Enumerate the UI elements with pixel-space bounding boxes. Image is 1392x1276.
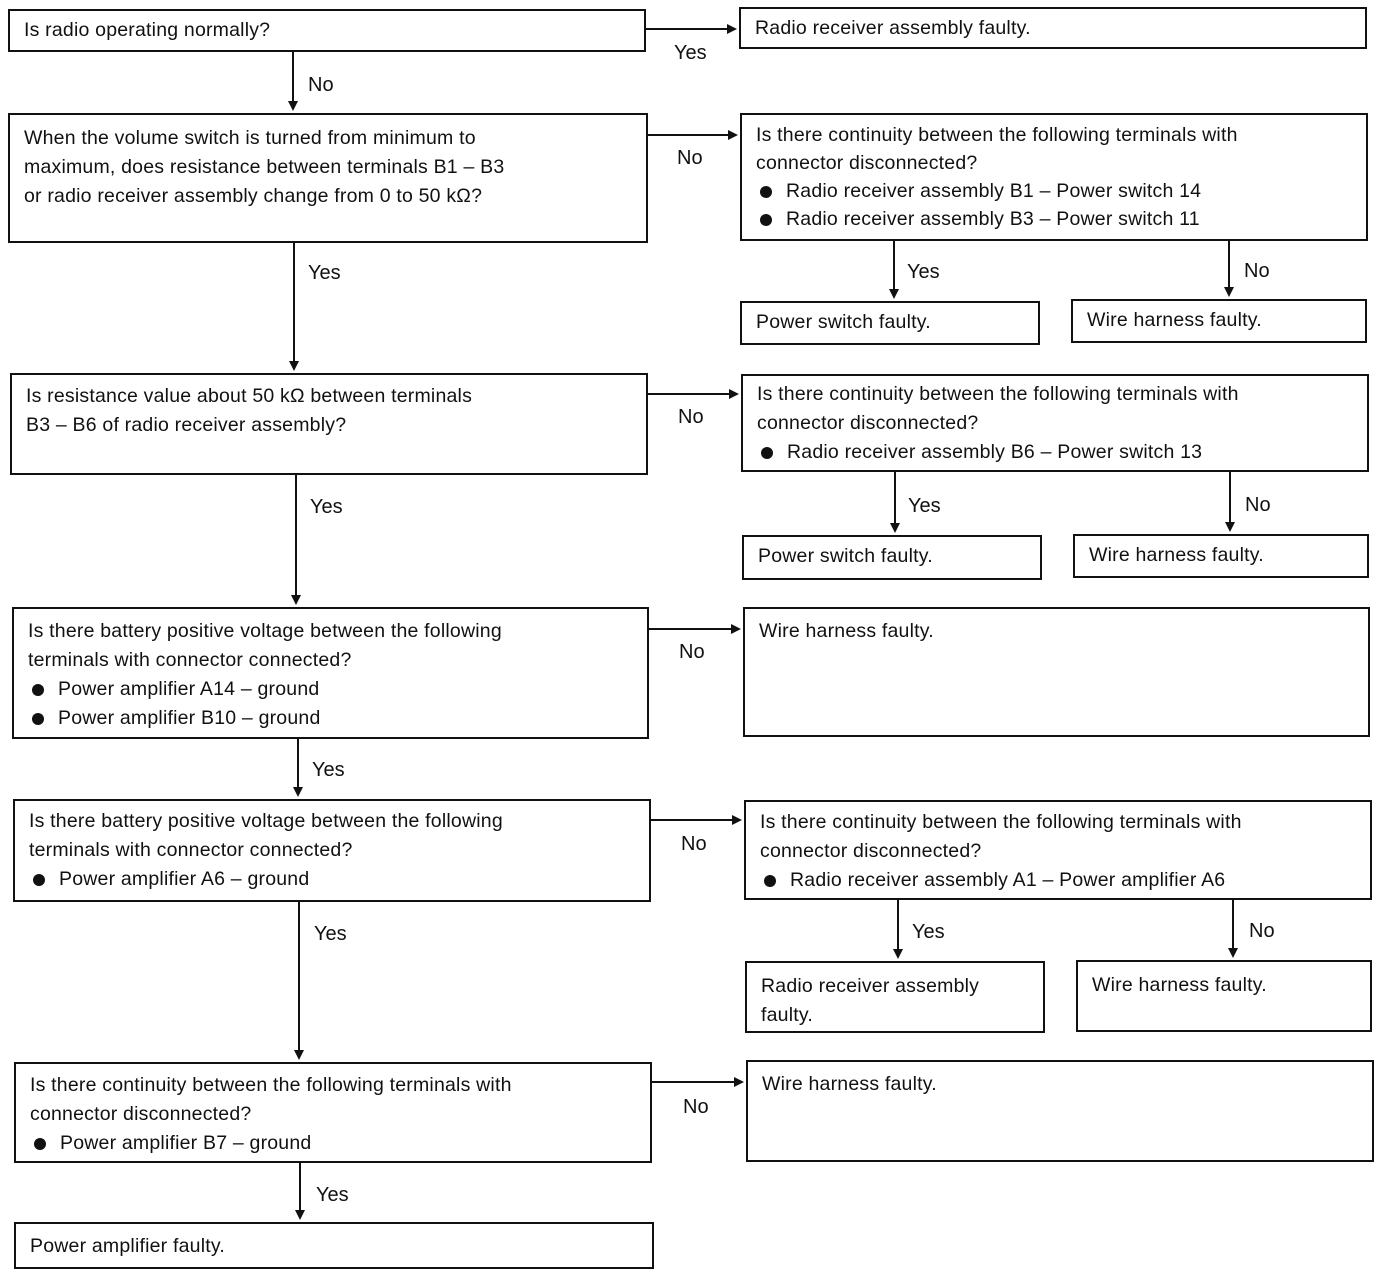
result-wire-harness-faulty-4 xyxy=(1076,960,1372,1032)
label-q6-yes: Yes xyxy=(316,1184,349,1206)
result-radio-receiver-faulty xyxy=(739,7,1367,49)
terminal-item xyxy=(29,865,635,894)
arrow-head xyxy=(732,815,742,825)
terminal-item-text: Radio receiver assembly B1 – Power switch 14 xyxy=(786,180,1202,202)
check-line: connector disconnected? xyxy=(760,840,982,862)
result-power-amplifier-faulty xyxy=(14,1222,654,1269)
terminal-list xyxy=(28,675,633,733)
terminal-item-text: Power amplifier A6 – ground xyxy=(59,868,310,890)
arrow-q5-yes xyxy=(294,902,304,1060)
question-battery-voltage-a6 xyxy=(13,799,651,902)
terminal-item xyxy=(756,205,1352,233)
arrow-q4-yes xyxy=(293,739,303,797)
question-line: terminals with connector connected? xyxy=(29,839,353,861)
arrow-head xyxy=(289,361,299,371)
terminal-item-text: Radio receiver assembly A1 – Power amplifier A6 xyxy=(790,869,1226,891)
arrow-q6-yes xyxy=(295,1163,305,1220)
result-text: Radio receiver assembly faulty. xyxy=(755,17,1031,39)
label-c3-yes: Yes xyxy=(908,495,941,517)
label-c2-yes: Yes xyxy=(907,261,940,283)
bullet-icon xyxy=(760,214,772,226)
result-wire-harness-faulty-1 xyxy=(1071,299,1367,343)
arrow-q2-no xyxy=(648,130,738,140)
arrow-q3-no xyxy=(648,389,739,399)
terminal-item-text: Power amplifier B7 – ground xyxy=(60,1132,312,1154)
terminal-item xyxy=(760,866,1356,895)
check-line: connector disconnected? xyxy=(756,152,978,174)
label-c3-no: No xyxy=(1245,494,1271,516)
arrow-q6-no xyxy=(652,1077,744,1087)
label-q3-no: No xyxy=(678,406,704,428)
terminal-list xyxy=(30,1129,636,1158)
question-line: or radio receiver assembly change from 0 to 50 kΩ? xyxy=(24,185,483,207)
terminal-item xyxy=(30,1129,636,1158)
arrow-q3-yes xyxy=(291,475,301,605)
check-line: Is there continuity between the following terminals with xyxy=(756,124,1238,146)
arrow-q2-yes xyxy=(289,243,299,371)
result-power-switch-faulty-2 xyxy=(742,535,1042,580)
question-line: Is resistance value about 50 kΩ between terminals xyxy=(26,385,473,407)
question-line: Is there battery positive voltage between the following xyxy=(29,810,503,832)
arrow-c2-no xyxy=(1224,241,1234,297)
bullet-icon xyxy=(34,1138,46,1150)
arrow-head xyxy=(729,389,739,399)
result-text: Wire harness faulty. xyxy=(1092,974,1267,996)
label-q5-yes: Yes xyxy=(314,923,347,945)
arrow-head xyxy=(1224,287,1234,297)
terminal-item-text: Power amplifier A14 – ground xyxy=(58,678,320,700)
arrow-head xyxy=(731,624,741,634)
terminal-item-text: Power amplifier B10 – ground xyxy=(58,707,321,729)
result-text: Wire harness faulty. xyxy=(1087,309,1262,331)
terminal-item-text: Radio receiver assembly B3 – Power switch 11 xyxy=(786,208,1200,230)
arrow-head xyxy=(288,101,298,111)
question-line: B3 – B6 of radio receiver assembly? xyxy=(26,414,347,436)
question-line: maximum, does resistance between terminals B1 – B3 xyxy=(24,156,505,178)
arrow-q1-yes xyxy=(646,24,737,34)
label-q4-no: No xyxy=(679,641,705,663)
arrow-head xyxy=(734,1077,744,1087)
terminal-list xyxy=(760,866,1356,895)
question-continuity-b7 xyxy=(14,1062,652,1163)
arrow-c3-yes xyxy=(890,472,900,533)
arrow-head xyxy=(890,523,900,533)
question-radio-operating xyxy=(8,9,646,52)
result-wire-harness-faulty-2 xyxy=(1073,534,1369,578)
arrow-head xyxy=(893,949,903,959)
result-line: Radio receiver assembly xyxy=(761,975,980,997)
result-power-switch-faulty-1 xyxy=(740,301,1040,345)
result-wire-harness-faulty-3 xyxy=(743,607,1370,737)
label-q1-no: No xyxy=(308,74,334,96)
arrow-q1-no xyxy=(288,52,298,111)
bullet-icon xyxy=(761,447,773,459)
label-c5-yes: Yes xyxy=(912,921,945,943)
label-q1-yes: Yes xyxy=(674,42,707,64)
question-line: Is there battery positive voltage between the following xyxy=(28,620,502,642)
result-text: Wire harness faulty. xyxy=(762,1073,937,1095)
bullet-icon xyxy=(33,874,45,886)
bullet-icon xyxy=(760,186,772,198)
terminal-list xyxy=(29,865,635,894)
label-q4-yes: Yes xyxy=(312,759,345,781)
label-q3-yes: Yes xyxy=(310,496,343,518)
arrow-head xyxy=(291,595,301,605)
arrow-c2-yes xyxy=(889,241,899,299)
question-line: When the volume switch is turned from minimum to xyxy=(24,127,476,149)
result-wire-harness-faulty-5 xyxy=(746,1060,1374,1162)
arrow-head xyxy=(728,130,738,140)
result-text: Wire harness faulty. xyxy=(759,620,934,642)
check-line: connector disconnected? xyxy=(757,412,979,434)
terminal-item-text: Radio receiver assembly B6 – Power switch 13 xyxy=(787,441,1203,463)
question-line: connector disconnected? xyxy=(30,1103,252,1125)
label-q2-yes: Yes xyxy=(308,262,341,284)
arrow-c5-yes xyxy=(893,900,903,959)
result-radio-receiver-faulty-2 xyxy=(745,961,1045,1033)
question-resistance-b3-b6 xyxy=(10,373,648,475)
terminal-item xyxy=(756,177,1352,205)
label-q6-no: No xyxy=(683,1096,709,1118)
label-c2-no: No xyxy=(1244,260,1270,282)
terminal-item xyxy=(757,438,1353,467)
label-q5-no: No xyxy=(681,833,707,855)
arrow-head xyxy=(727,24,737,34)
label-q2-no: No xyxy=(677,147,703,169)
arrow-head xyxy=(295,1210,305,1220)
result-text: Power amplifier faulty. xyxy=(30,1235,225,1257)
bullet-icon xyxy=(32,684,44,696)
terminal-list xyxy=(756,177,1352,233)
check-continuity-b6 xyxy=(741,374,1369,472)
check-continuity-b1-b3 xyxy=(740,113,1368,241)
terminal-list xyxy=(757,438,1353,467)
arrow-q5-no xyxy=(651,815,742,825)
terminal-item xyxy=(28,675,633,704)
terminal-item xyxy=(28,704,633,733)
check-line: Is there continuity between the following terminals with xyxy=(757,383,1239,405)
arrow-head xyxy=(1225,522,1235,532)
result-text: Power switch faulty. xyxy=(756,311,931,333)
arrow-c3-no xyxy=(1225,472,1235,532)
bullet-icon xyxy=(764,875,776,887)
result-text: Power switch faulty. xyxy=(758,545,933,567)
question-line: terminals with connector connected? xyxy=(28,649,352,671)
arrow-head xyxy=(293,787,303,797)
arrow-head xyxy=(294,1050,304,1060)
result-text: Wire harness faulty. xyxy=(1089,544,1264,566)
label-c5-no: No xyxy=(1249,920,1275,942)
bullet-icon xyxy=(32,713,44,725)
result-line: faulty. xyxy=(761,1004,813,1026)
arrow-head xyxy=(1228,948,1238,958)
question-line: Is there continuity between the following terminals with xyxy=(30,1074,512,1096)
arrow-head xyxy=(889,289,899,299)
arrow-q4-no xyxy=(649,624,741,634)
question-text: Is radio operating normally? xyxy=(24,19,271,41)
question-volume-switch-resistance xyxy=(8,113,648,243)
check-line: Is there continuity between the following terminals with xyxy=(760,811,1242,833)
question-battery-voltage-a14-b10 xyxy=(12,607,649,739)
check-continuity-a1-a6 xyxy=(744,800,1372,900)
arrow-c5-no xyxy=(1228,900,1238,958)
